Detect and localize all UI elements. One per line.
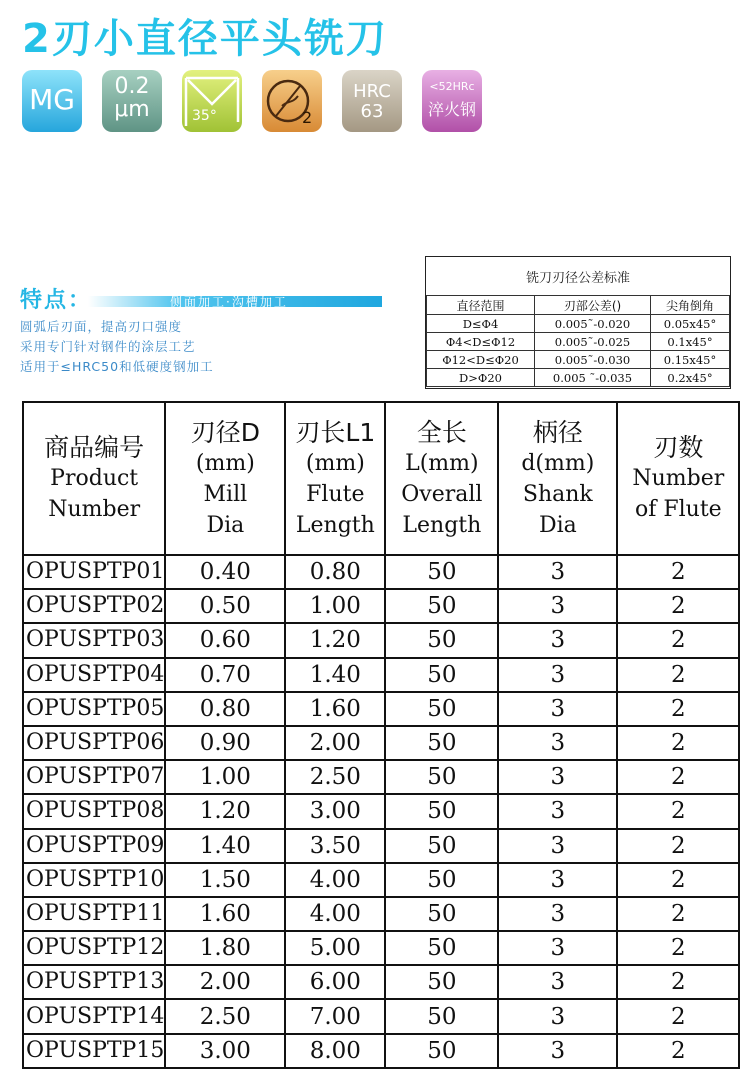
tolerance-cell: 0.1x45° — [651, 333, 730, 351]
helix-angle-label: 35° — [192, 108, 217, 124]
flute-count-label: 2 — [302, 108, 313, 127]
tolerance-row — [427, 351, 730, 369]
header-en: Mill — [203, 481, 248, 507]
cell-overall-length: 50 — [385, 794, 498, 828]
cell-shank-dia: 3 — [498, 555, 617, 589]
header-overall-length — [385, 402, 498, 555]
hardened-steel-badge — [422, 70, 482, 132]
cell-shank-dia: 3 — [498, 623, 617, 657]
cell-mill-dia: 0.60 — [165, 623, 285, 657]
cell-product-number: OPUSPTP04 — [23, 658, 165, 692]
cell-mill-dia: 0.80 — [165, 692, 285, 726]
table-row — [23, 726, 739, 760]
cell-mill-dia: 1.20 — [165, 794, 285, 828]
table-row — [23, 897, 739, 931]
cell-product-number: OPUSPTP02 — [23, 589, 165, 623]
coating-unit: μm — [114, 97, 150, 122]
header-en: Number — [48, 497, 141, 522]
cell-mill-dia: 0.40 — [165, 555, 285, 589]
cell-shank-dia: 3 — [498, 692, 617, 726]
cell-shank-dia: 3 — [498, 965, 617, 999]
header-zh: 刃长L1 — [295, 417, 376, 447]
cell-product-number: OPUSPTP07 — [23, 760, 165, 794]
cell-product-number: OPUSPTP11 — [23, 897, 165, 931]
cell-number-of-flute: 2 — [617, 863, 739, 897]
cell-overall-length: 50 — [385, 1034, 498, 1068]
cell-mill-dia: 0.90 — [165, 726, 285, 760]
tolerance-header-row — [427, 296, 730, 315]
cell-flute-length: 1.60 — [285, 692, 385, 726]
cell-flute-length: 2.50 — [285, 760, 385, 794]
tolerance-row — [427, 333, 730, 351]
feature-line: 适用于≤HRC50和低硬度钢加工 — [20, 359, 214, 374]
cell-overall-length: 50 — [385, 965, 498, 999]
cell-shank-dia: 3 — [498, 726, 617, 760]
feature-line: 采用专门针对钢件的涂层工艺 — [20, 339, 196, 354]
header-zh: 柄径 — [532, 417, 583, 447]
header-en: Length — [402, 512, 482, 538]
cell-number-of-flute: 2 — [617, 658, 739, 692]
cell-flute-length: 4.00 — [285, 863, 385, 897]
cell-number-of-flute: 2 — [617, 589, 739, 623]
cell-overall-length: 50 — [385, 931, 498, 965]
cell-product-number: OPUSPTP10 — [23, 863, 165, 897]
header-zh: 刃径D — [190, 417, 260, 447]
header-unit: (mm) — [305, 450, 365, 476]
table-row — [23, 1034, 739, 1068]
flute-count-badge — [262, 70, 322, 132]
hrc-value: 63 — [360, 101, 384, 122]
table-row — [23, 999, 739, 1033]
coating-value: 0.2 — [114, 74, 150, 99]
cell-number-of-flute: 2 — [617, 897, 739, 931]
cell-mill-dia: 1.00 — [165, 760, 285, 794]
cell-shank-dia: 3 — [498, 658, 617, 692]
cell-number-of-flute: 2 — [617, 760, 739, 794]
cell-number-of-flute: 2 — [617, 555, 739, 589]
table-row — [23, 692, 739, 726]
header-flute-length — [285, 402, 385, 555]
cell-product-number: OPUSPTP05 — [23, 692, 165, 726]
header-en: Number — [632, 466, 725, 491]
cell-overall-length: 50 — [385, 555, 498, 589]
cell-flute-length: 1.20 — [285, 623, 385, 657]
cell-mill-dia: 3.00 — [165, 1034, 285, 1068]
cell-mill-dia: 2.00 — [165, 965, 285, 999]
tolerance-cell: Φ12<D≤Φ20 — [427, 351, 535, 369]
header-zh: 商品编号 — [44, 433, 145, 462]
cell-flute-length: 0.80 — [285, 555, 385, 589]
tolerance-header: 尖角倒角 — [651, 296, 730, 315]
tolerance-cell: 0.2x45° — [651, 369, 730, 387]
cell-overall-length: 50 — [385, 760, 498, 794]
cell-flute-length: 8.00 — [285, 1034, 385, 1068]
product-header-row — [23, 402, 739, 555]
cell-flute-length: 4.00 — [285, 897, 385, 931]
cell-mill-dia: 1.80 — [165, 931, 285, 965]
cell-product-number: OPUSPTP15 — [23, 1034, 165, 1068]
cell-number-of-flute: 2 — [617, 794, 739, 828]
mg-badge — [22, 70, 82, 132]
table-row — [23, 931, 739, 965]
cell-overall-length: 50 — [385, 658, 498, 692]
cell-shank-dia: 3 — [498, 999, 617, 1033]
helix-angle-badge — [182, 70, 242, 132]
tolerance-cell: 0.005˜-0.020 — [535, 315, 651, 333]
cell-overall-length: 50 — [385, 623, 498, 657]
cell-flute-length: 1.00 — [285, 589, 385, 623]
product-table — [22, 401, 740, 1069]
table-row — [23, 829, 739, 863]
cell-number-of-flute: 2 — [617, 726, 739, 760]
cell-shank-dia: 3 — [498, 863, 617, 897]
header-en: Shank — [522, 481, 593, 507]
tolerance-cell: D>Φ20 — [427, 369, 535, 387]
header-en: of Flute — [634, 497, 722, 522]
cell-flute-length: 6.00 — [285, 965, 385, 999]
hrc-label: HRC — [353, 81, 391, 102]
cell-flute-length: 1.40 — [285, 658, 385, 692]
header-shank-dia — [498, 402, 617, 555]
cell-product-number: OPUSPTP09 — [23, 829, 165, 863]
header-unit: (mm) — [195, 450, 255, 476]
cell-flute-length: 2.00 — [285, 726, 385, 760]
hardened-text: 淬火钢 — [427, 100, 476, 119]
cell-mill-dia: 1.60 — [165, 897, 285, 931]
cell-mill-dia: 1.40 — [165, 829, 285, 863]
cell-product-number: OPUSPTP14 — [23, 999, 165, 1033]
table-row — [23, 658, 739, 692]
tolerance-cell: 0.005 ˜-0.035 — [535, 369, 651, 387]
feature-line: 圆弧后刃面，提高刃口强度 — [20, 319, 183, 334]
cell-overall-length: 50 — [385, 829, 498, 863]
header-en: Overall — [401, 481, 483, 507]
features-title: 特点： — [20, 288, 93, 313]
cell-overall-length: 50 — [385, 692, 498, 726]
table-row — [23, 623, 739, 657]
cell-flute-length: 5.00 — [285, 931, 385, 965]
cell-number-of-flute: 2 — [617, 999, 739, 1033]
cell-number-of-flute: 2 — [617, 1034, 739, 1068]
cell-shank-dia: 3 — [498, 589, 617, 623]
tolerance-table — [425, 256, 731, 389]
tolerance-header: 刃部公差() — [535, 296, 651, 315]
mg-label: MG — [29, 83, 75, 116]
page-title: 2刃小直径平头铣刀 — [22, 16, 388, 62]
cell-overall-length: 50 — [385, 999, 498, 1033]
cell-product-number: OPUSPTP01 — [23, 555, 165, 589]
table-row — [23, 589, 739, 623]
cell-product-number: OPUSPTP08 — [23, 794, 165, 828]
header-product-number — [23, 402, 165, 555]
header-en: Dia — [538, 512, 577, 538]
header-unit: L(mm) — [405, 450, 479, 476]
header-mill-dia — [165, 402, 285, 555]
table-row — [23, 555, 739, 589]
cell-overall-length: 50 — [385, 589, 498, 623]
cell-shank-dia: 3 — [498, 897, 617, 931]
tolerance-cell: 0.005˜-0.025 — [535, 333, 651, 351]
cell-number-of-flute: 2 — [617, 965, 739, 999]
tolerance-title: 铣刀刃径公差标准 — [525, 271, 630, 286]
cell-overall-length: 50 — [385, 726, 498, 760]
table-row — [23, 965, 739, 999]
cell-mill-dia: 0.70 — [165, 658, 285, 692]
cell-shank-dia: 3 — [498, 931, 617, 965]
two-flute-icon — [262, 70, 322, 132]
cell-mill-dia: 2.50 — [165, 999, 285, 1033]
header-number-of-flute — [617, 402, 739, 555]
tolerance-cell: 0.05x45° — [651, 315, 730, 333]
cell-mill-dia: 1.50 — [165, 863, 285, 897]
coating-thickness-badge — [102, 70, 162, 132]
tolerance-cell: D≤Φ4 — [427, 315, 535, 333]
cell-shank-dia: 3 — [498, 760, 617, 794]
header-en: Length — [295, 512, 375, 538]
cell-mill-dia: 0.50 — [165, 589, 285, 623]
features-bar-text: 侧面加工·沟槽加工 — [170, 295, 288, 309]
header-zh: 刃数 — [653, 433, 704, 462]
cell-shank-dia: 3 — [498, 829, 617, 863]
tolerance-cell: 0.15x45° — [651, 351, 730, 369]
cell-shank-dia: 3 — [498, 1034, 617, 1068]
table-row — [23, 863, 739, 897]
cell-product-number: OPUSPTP12 — [23, 931, 165, 965]
cell-number-of-flute: 2 — [617, 623, 739, 657]
tolerance-row — [427, 369, 730, 387]
header-en: Product — [50, 466, 139, 491]
cell-number-of-flute: 2 — [617, 692, 739, 726]
cell-number-of-flute: 2 — [617, 829, 739, 863]
header-zh: 全长 — [416, 417, 467, 447]
cell-flute-length: 7.00 — [285, 999, 385, 1033]
hardened-limit: <52HRc — [429, 80, 475, 93]
table-row — [23, 794, 739, 828]
cell-flute-length: 3.50 — [285, 829, 385, 863]
cell-shank-dia: 3 — [498, 794, 617, 828]
tolerance-cell: Φ4<D≤Φ12 — [427, 333, 535, 351]
cell-flute-length: 3.00 — [285, 794, 385, 828]
table-row — [23, 760, 739, 794]
cell-overall-length: 50 — [385, 897, 498, 931]
header-en: Flute — [306, 481, 365, 507]
cell-overall-length: 50 — [385, 863, 498, 897]
tolerance-cell: 0.005˜-0.030 — [535, 351, 651, 369]
cell-number-of-flute: 2 — [617, 931, 739, 965]
cell-product-number: OPUSPTP06 — [23, 726, 165, 760]
cell-product-number: OPUSPTP03 — [23, 623, 165, 657]
tolerance-row — [427, 315, 730, 333]
hardness-badge — [342, 70, 402, 132]
tolerance-header: 直径范围 — [427, 296, 535, 315]
header-en: Dia — [206, 512, 245, 538]
cell-product-number: OPUSPTP13 — [23, 965, 165, 999]
header-unit: d(mm) — [521, 450, 595, 476]
